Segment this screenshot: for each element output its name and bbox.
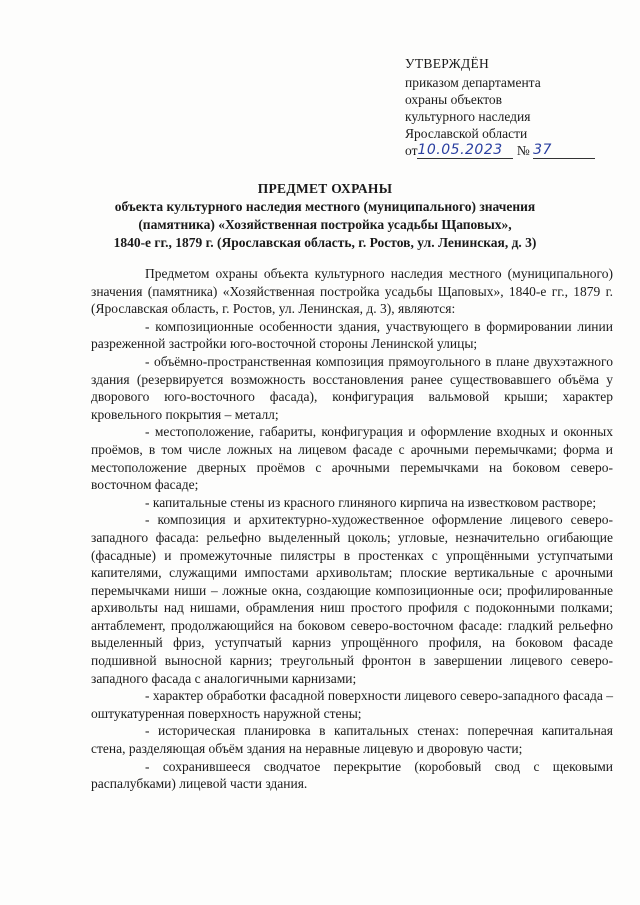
heading-line: 1840-е гг., 1879 г. (Ярославская область, г. Ростов, ул. Ленинская, д. 3) (113, 235, 537, 250)
approval-title: УТВЕРЖДЁН (405, 56, 490, 71)
heading-title: ПРЕДМЕТ ОХРАНЫ (257, 181, 393, 196)
list-item: - характер обработки фасадной поверхности лицевого северо-западного фасада – оштукатуренная поверхность наружной стены; (91, 688, 613, 721)
document-heading (40, 180, 610, 252)
approval-date-line (405, 142, 605, 160)
approval-stamp-block (405, 55, 605, 160)
date-prefix: от (405, 143, 418, 158)
list-item: - композиционные особенности здания, участвующего в формировании линии разреженной застройки юго-восточной стороны Ленинской улицы; (91, 318, 613, 352)
document-body (91, 265, 613, 793)
intro-paragraph: Предметом охраны объекта культурного наследия местного (муниципального) значения (памятника) «Хозяйственная постройка усадьбы Щаповых», 1840-е гг., 1879 г. (Ярославская область, г. Ростов, ул. Ленинская, д. 3), являются: (91, 266, 613, 317)
list-item: - историческая планировка в капитальных стенах: поперечная капитальная стена, разделяющая объём здания на неравные лицевую и дворовую части; (91, 723, 613, 757)
approval-line: приказом департамента (405, 75, 541, 90)
approval-line: охраны объектов (405, 92, 503, 107)
protection-items-list (91, 318, 613, 793)
list-item: - объёмно-пространственная композиция прямоугольного в плане двухэтажного здания (резервируется возможность восстановления ранее существовавшего объёма у дворового юго-восточного фасада), конфигурация вальмовой крыши; характер кровельного покрытия – металл; (91, 353, 613, 422)
approval-line: культурного наследия (405, 109, 531, 124)
heading-line: (памятника) «Хозяйственная постройка усадьбы Щаповых», (138, 217, 512, 232)
list-item: - местоположение, габариты, конфигурация и оформление входных и оконных проёмов, в том числе ложных на лицевом фасаде с арочными перемычками; форма и местоположение дверных проёмов с арочными перемычками на боковом северо-восточном фасаде; (91, 424, 613, 493)
number-prefix: № (516, 143, 530, 158)
list-item: - сохранившееся сводчатое перекрытие (коробовый свод с щековыми распалубками) лицевой части здания. (91, 758, 613, 792)
approval-line: Ярославской области (405, 126, 528, 141)
list-item: - капитальные стены из красного глиняного кирпича на известковом растворе; (145, 494, 597, 510)
handwritten-date: 10.05.2023 (417, 142, 503, 158)
heading-line: объекта культурного наследия местного (муниципального) значения (114, 199, 536, 214)
handwritten-number: 37 (533, 142, 552, 158)
list-item: - композиция и архитектурно-художественное оформление лицевого северо-западного фасада: рельефно выделенный цоколь; угловые, незначительно огибающие (фасадные) и промежуточные пилястры в простенках с упрощёнными уступчатыми капителями, служащими импостами архивольтам; плоские вертикальные с арочными перемычками ниши – ложные окна, создающие композиционные оси; профилированные архивольты над нишами, обрамления ниш простого профиля с подоконными полками; антаблемент, продолжающийся на боковом северо-восточном фасаде: гладкий рельефно выделенный фриз, уступчатый карниз упрощённого профиля, на боковом фасаде подшивной выносной карниз; треугольный фронтон в завершении лицевого северо-западного фасада с аналогичными карнизами; (91, 512, 613, 686)
